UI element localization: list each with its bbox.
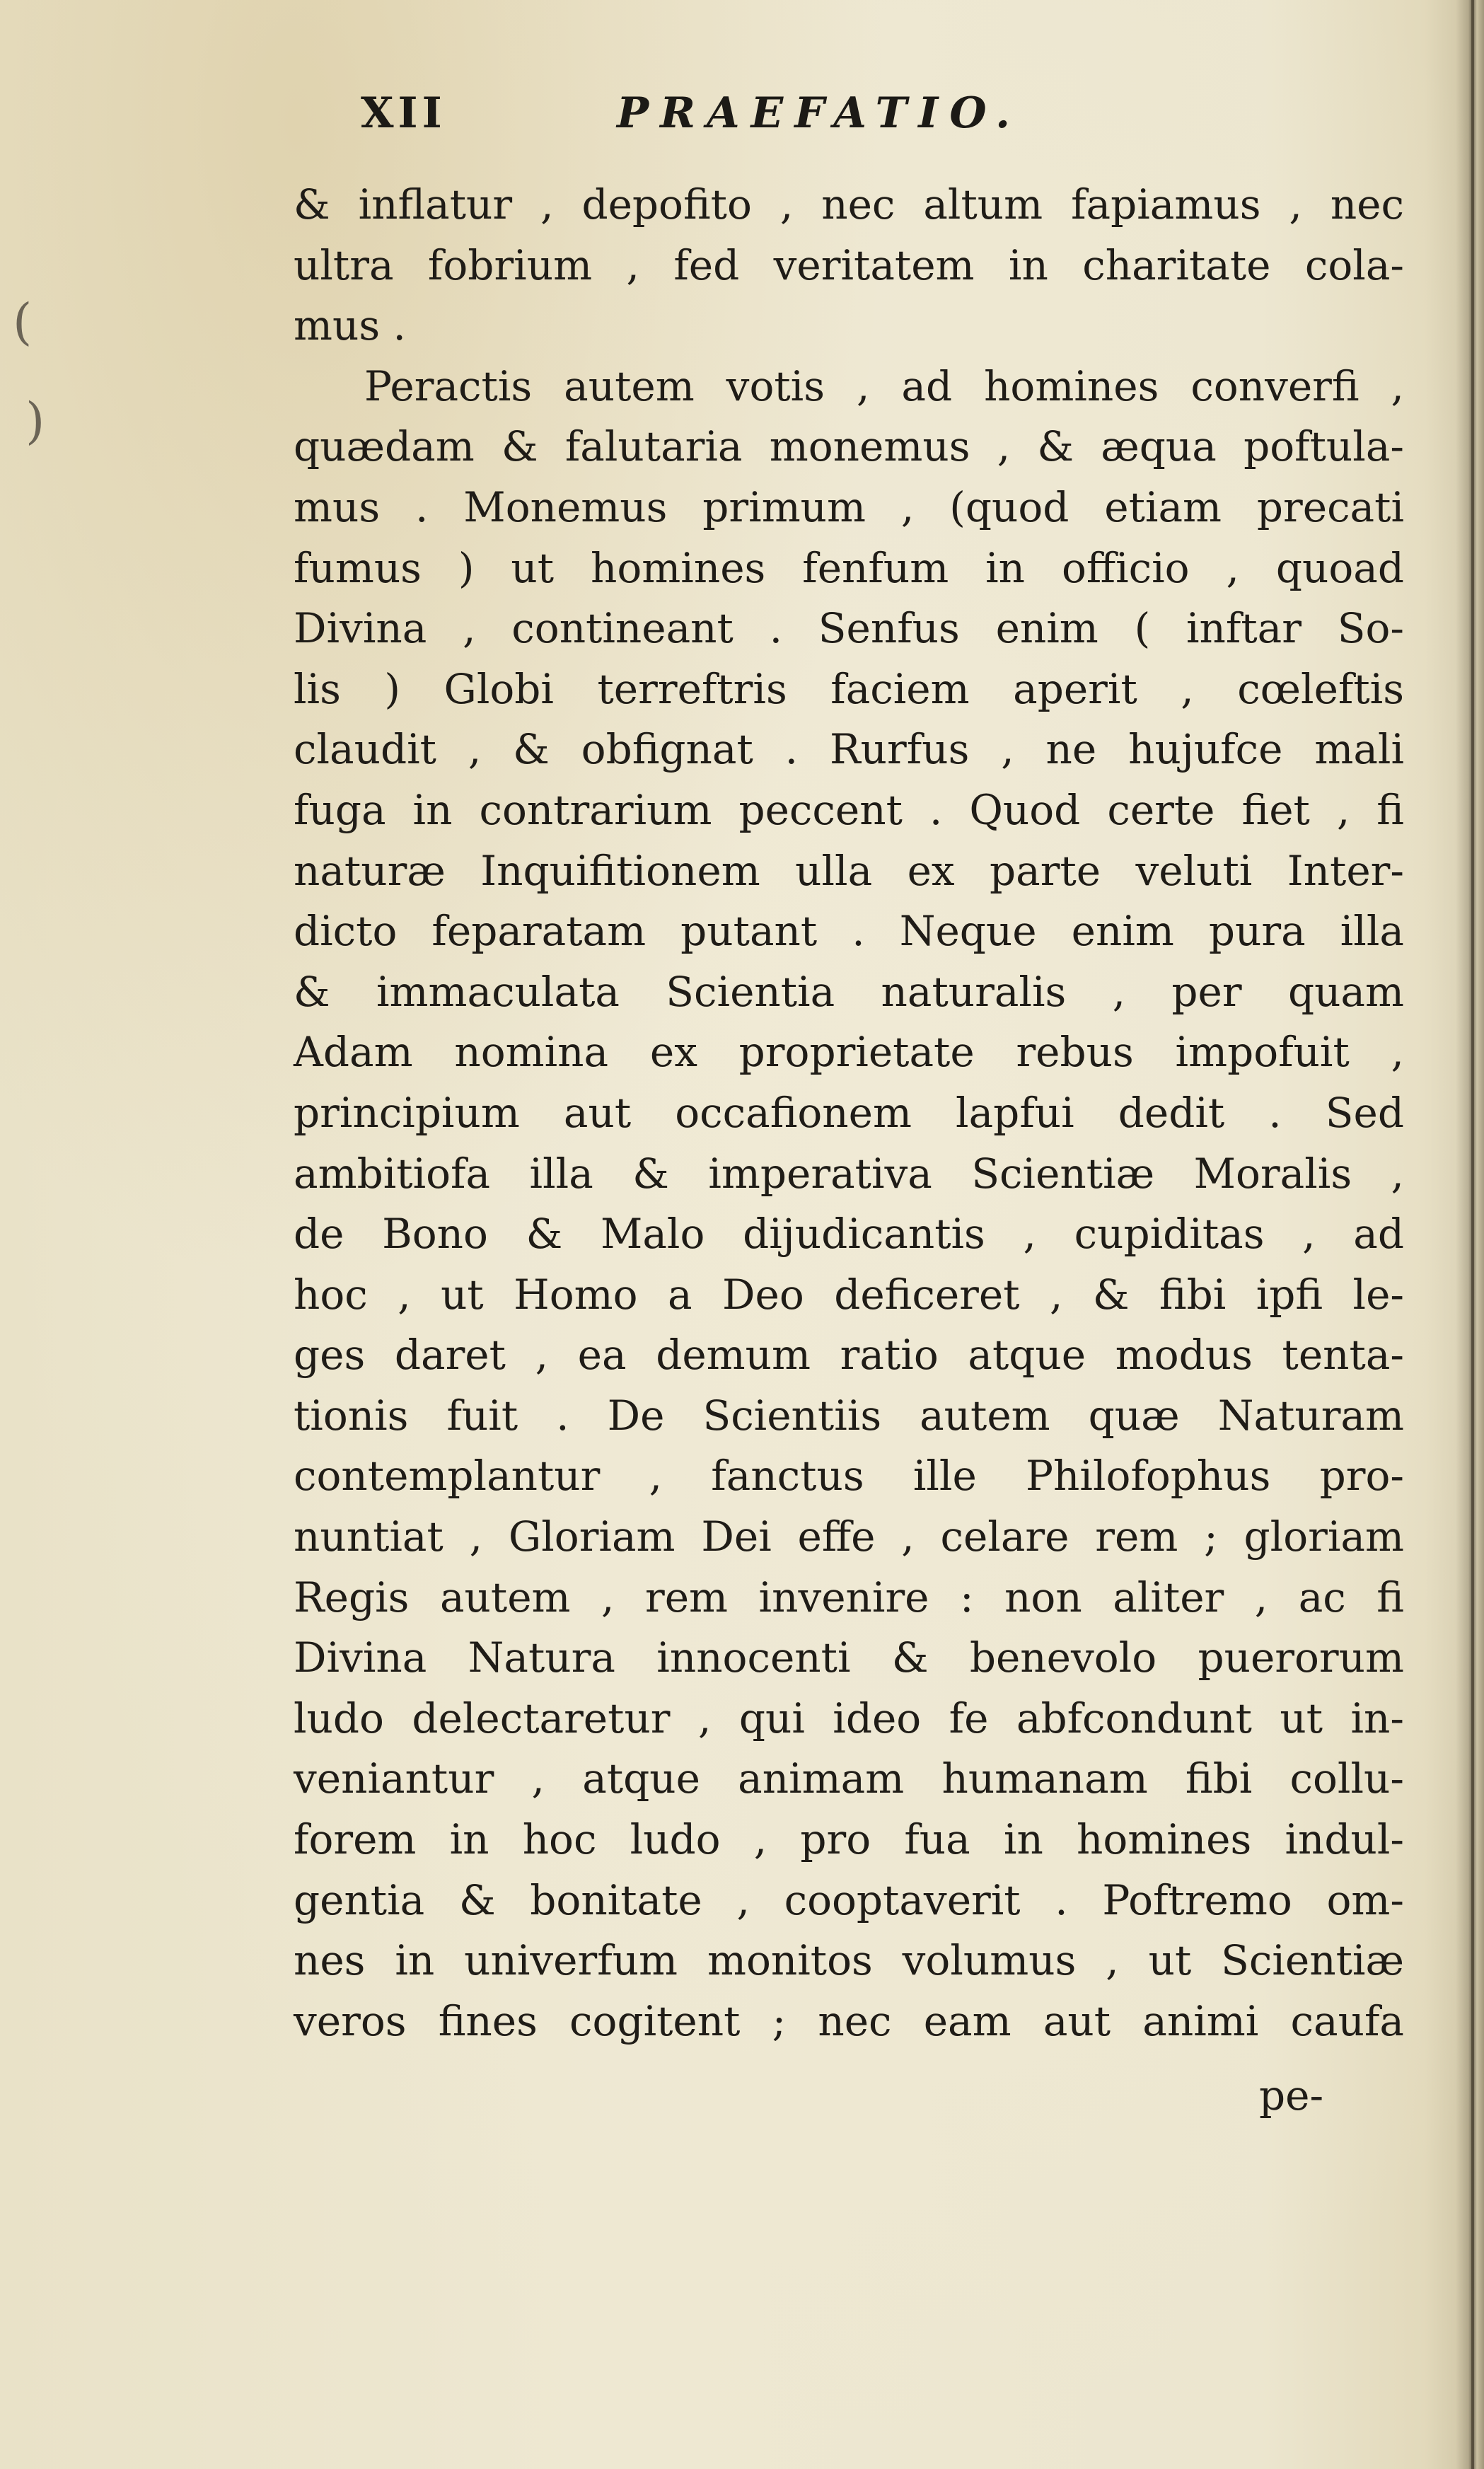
- text-line: dicto feparatam putant . Neque enim pura illa: [294, 907, 1404, 956]
- running-title: PRAEFATIO.: [617, 88, 1021, 138]
- text-line: Peractis autem votis , ad homines converfi ,: [364, 362, 1404, 410]
- running-header: [361, 88, 1422, 152]
- text-line: quædam & falutaria monemus , & æqua poftula-: [294, 422, 1404, 471]
- text-line: de Bono & Malo dijudicantis , cupiditas , ad: [294, 1210, 1404, 1259]
- left-margin-bracket-mark-2: ): [25, 392, 45, 450]
- text-line: hoc , ut Homo a Deo deficeret , & fibi ipfi le-: [294, 1270, 1404, 1319]
- text-line: & immaculata Scientia naturalis , per quam: [294, 967, 1404, 1016]
- text-line: nuntiat , Gloriam Dei effe , celare rem ; gloriam: [294, 1513, 1404, 1561]
- text-line: & inflatur , depofito , nec altum fapiamus , nec: [294, 180, 1404, 229]
- page-edge-line: [1471, 0, 1474, 2469]
- text-line: gentia & bonitate , cooptaverit . Poftremo om-: [294, 1875, 1404, 1924]
- text-line: mus . Monemus primum , (quod etiam precati: [294, 482, 1404, 531]
- text-line: Adam nomina ex proprietate rebus impofuit ,: [294, 1028, 1404, 1077]
- text-line: veniantur , atque animam humanam fibi collu-: [294, 1754, 1404, 1803]
- page-number: XII: [361, 88, 446, 138]
- text-line: mus .: [294, 301, 406, 350]
- text-line: nes in univerfum monitos volumus , ut Scientiæ: [294, 1936, 1404, 1985]
- body-text: [294, 175, 1404, 2052]
- text-line: ambitiofa illa & imperativa Scientiæ Moralis ,: [294, 1149, 1404, 1198]
- text-line: ges daret , ea demum ratio atque modus tenta-: [294, 1331, 1404, 1380]
- text-line: Divina Natura innocenti & benevolo puerorum: [294, 1634, 1404, 1682]
- text-line: naturæ Inquifitionem ulla ex parte veluti Inter-: [294, 846, 1404, 895]
- text-line: claudit , & obfignat . Rurfus , ne hujufce mali: [294, 725, 1404, 774]
- text-line: ludo delectaretur , qui ideo fe abfcondunt ut in-: [294, 1694, 1404, 1742]
- text-line: Divina , contineant . Senfus enim ( inftar So-: [294, 604, 1404, 653]
- left-margin-bracket-mark: (: [13, 293, 33, 351]
- text-line: tionis fuit . De Scientiis autem quæ Naturam: [294, 1391, 1404, 1440]
- text-line: veros fines cogitent ; nec eam aut animi caufa: [294, 1996, 1404, 2045]
- text-line: fumus ) ut homines fenfum in officio , quoad: [294, 543, 1404, 592]
- text-line: principium aut occafionem lapfui dedit . Sed: [294, 1088, 1404, 1137]
- text-line: lis ) Globi terreftris faciem aperit , cœleftis: [294, 664, 1404, 713]
- text-line: contemplantur , fanctus ille Philofophus pro-: [294, 1452, 1404, 1501]
- text-line: forem in hoc ludo , pro fua in homines indul-: [294, 1815, 1404, 1864]
- text-line: fuga in contrarium peccent . Quod certe fiet , fi: [294, 785, 1404, 834]
- catchword: pe-: [1259, 2071, 1324, 2120]
- text-line: ultra fobrium , fed veritatem in charitate cola-: [294, 241, 1404, 289]
- page-gutter-shadow: [1456, 0, 1484, 2469]
- text-line: Regis autem , rem invenire : non aliter , ac fi: [294, 1573, 1404, 1621]
